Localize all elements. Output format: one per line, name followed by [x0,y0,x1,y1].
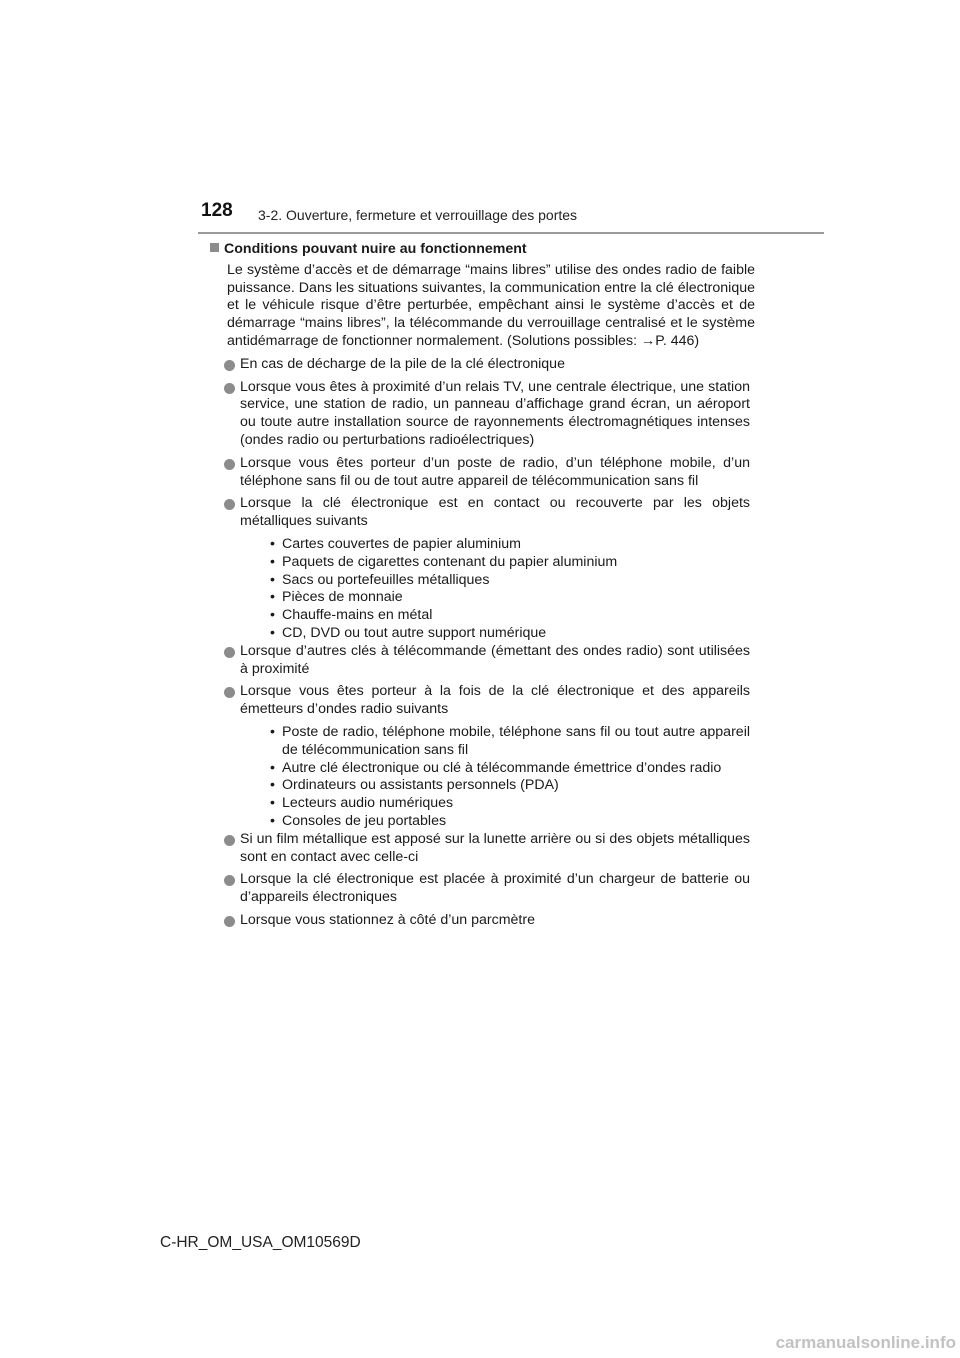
header-title: 3-2. Ouverture, fermeture et verrouillage des portes [258,207,578,223]
sublist-item-text: Cartes couvertes de papier aluminium [282,535,521,552]
sub-bullet-marker: • [270,759,275,776]
circle-bullet-icon [224,875,235,886]
list-item [210,683,750,830]
list-item-text: En cas de décharge de la pile de la clé électronique [240,355,565,372]
header-rule [198,232,824,234]
list-item-text: Lorsque vous êtes porteur à la fois de la clé électronique et des appareils émetteurs d’ondes radio suivants [240,683,750,718]
sublist-item [240,795,750,813]
sublist-item-text: Paquets de cigarettes contenant du papier aluminium [282,553,618,570]
list-item-text: Lorsque vous êtes à proximité d’un relais TV, une centrale électrique, une station service, une station de radio, un panneau d’affichage grand écran, un aéroport ou toute autre installation source de rayonnements électromagnétiques intenses (ondes radio ou perturbations radioélectriques) [240,378,750,448]
sub-bullet-marker: • [270,571,275,588]
list-item-text: Lorsque d’autres clés à télécommande (émettant des ondes radio) sont utilisées à proximité [240,642,750,677]
sublist-item-text: Pièces de monnaie [282,589,403,606]
sublist-item [240,813,750,831]
square-bullet-icon [210,243,219,252]
document-code: C-HR_OM_USA_OM10569D [160,1234,361,1251]
list-item [210,871,750,907]
sublist-item [240,589,750,607]
list-item-text: Si un film métallique est apposé sur la lunette arrière ou si des objets métalliques sont en contact avec celle-ci [240,830,750,865]
circle-bullet-icon [224,647,235,658]
sublist-item [240,572,750,590]
list-item [210,912,750,930]
list-item [210,495,750,642]
list-item-text: Lorsque la clé électronique est placée à proximité d’un chargeur de batterie ou d’appareils électroniques [240,871,750,906]
sublist-item-text: Consoles de jeu portables [282,812,447,829]
list-item-text: Lorsque vous stationnez à côté d’un parcmètre [240,911,535,928]
circle-bullet-icon [224,835,235,846]
circle-bullet-icon [224,383,235,394]
page-number: 128 [201,200,233,221]
sub-bullet-marker: • [270,535,275,552]
circle-bullet-icon [224,499,235,510]
list-item [210,356,750,374]
sublist-item-text: Chauffe-mains en métal [282,607,433,624]
sub-bullet-marker: • [270,589,275,606]
sublist-item [240,554,750,572]
sublist-item [240,536,750,554]
sub-bullet-marker: • [270,795,275,812]
circle-bullet-icon [224,687,235,698]
section-heading-text: Conditions pouvant nuire au fonctionnement [224,241,527,257]
sublist-item [240,777,750,795]
sub-bullet-marker: • [270,624,275,641]
sub-bullet-marker: • [270,812,275,829]
list-item-text: Lorsque vous êtes porteur d’un poste de radio, d’un téléphone mobile, d’un téléphone sans fil ou de tout autre appareil de télécommunication sans fil [240,454,750,489]
list-item [210,379,750,450]
sublist-item-text: Lecteurs audio numériques [282,795,454,812]
sublist-item [240,625,750,643]
circle-bullet-icon [224,916,235,927]
sublist-item-text: Sacs ou portefeuilles métalliques [282,571,490,588]
list-item-text: Lorsque la clé électronique est en contact ou recouverte par les objets métalliques suivants [240,495,750,530]
list-item [210,831,750,867]
sub-bullet-marker: • [270,553,275,570]
intro-paragraph: Le système d’accès et de démarrage “mains libres” utilise des ondes radio de faible puissance. Dans les situations suivantes, la communication entre la clé électronique et le véhicule risque d’être perturbée, empêchant ainsi le système d’accès et de démarrage “mains libres”, la télécommande du verrouillage centralisé et le système antidémarrage de fonctionner normalement. (Solutions possibles: →P. 446) [227,261,755,349]
sublist-item-text: CD, DVD ou tout autre support numérique [282,624,547,641]
circle-bullet-icon [224,459,235,470]
sublist-item [240,724,750,760]
watermark-link[interactable]: carmanualsonline.info [756,1328,960,1358]
sub-bullet-marker: • [270,607,275,624]
sub-bullet-marker: • [270,777,275,794]
content-area [210,241,755,930]
sublist [240,724,750,831]
sublist [240,536,750,643]
sublist-item-text: Poste de radio, téléphone mobile, téléphone sans fil ou tout autre appareil de télécommunication sans fil [282,723,750,758]
section-heading [210,241,750,259]
sublist-item [240,760,750,778]
sublist-item-text: Autre clé électronique ou clé à télécommande émettrice d’ondes radio [282,759,722,776]
list-item [210,455,750,491]
circle-bullet-icon [224,360,235,371]
sublist-item-text: Ordinateurs ou assistants personnels (PDA) [282,777,559,794]
list-item [210,643,750,679]
sub-bullet-marker: • [270,723,275,740]
sublist-item [240,607,750,625]
